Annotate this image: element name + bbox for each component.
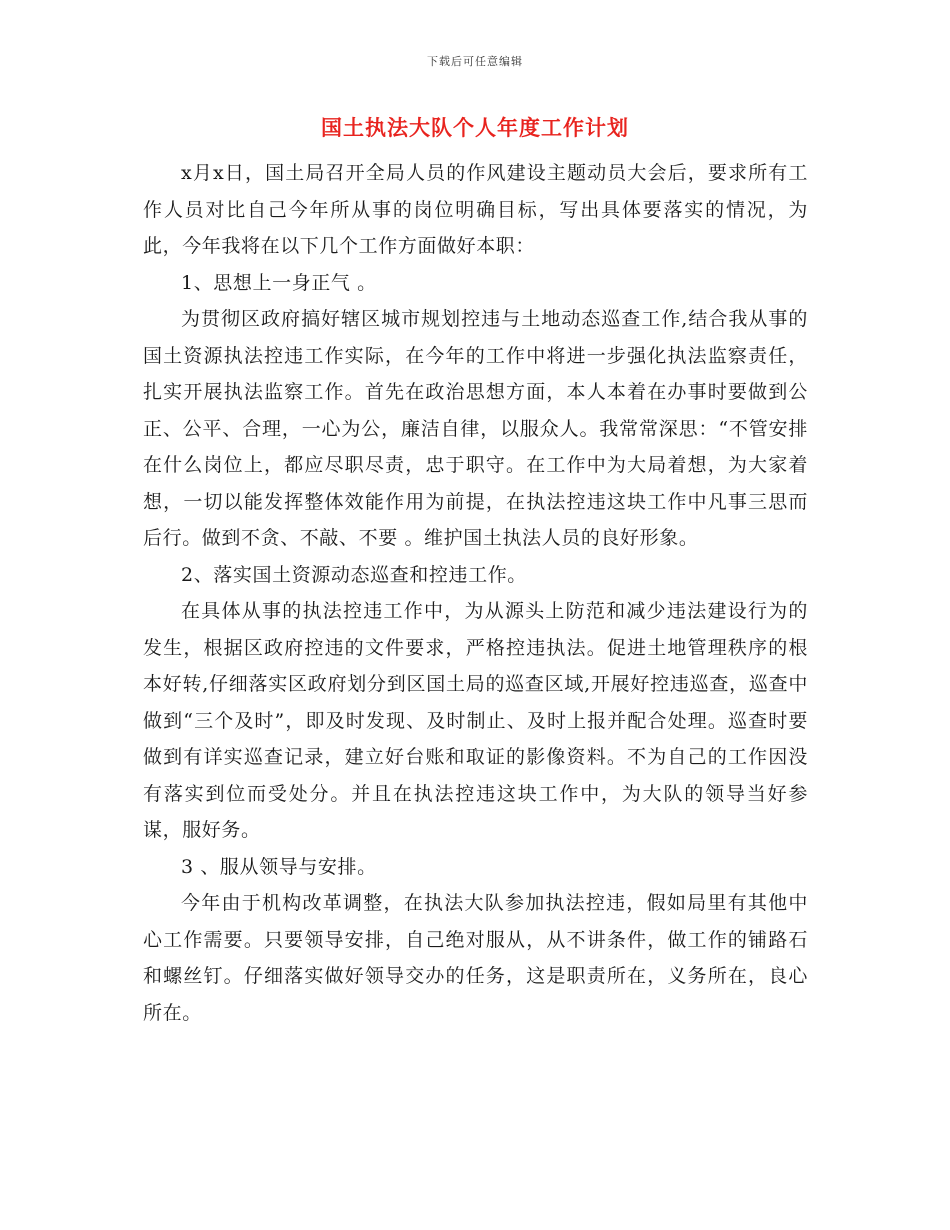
header-note: 下载后可任意编辑 <box>427 55 523 68</box>
section-heading-2: 2、落实国土资源动态巡查和控违工作。 <box>181 563 527 586</box>
paragraph-section-3: 今年由于机构改革调整，在执法大队参加执法控违，假如局里有其他中心工作需要。只要领导安排，自己绝对服从，从不讲条件，做工作的铺路石和螺丝钉。仔细落实做好领导交办的任务，这是职责所在，义务所在，良心所在。 <box>143 892 808 1024</box>
paragraph-section-2: 在具体从事的执法控违工作中，为从源头上防范和减少违法建设行为的发生，根据区政府控违的文件要求，严格控违执法。促进土地管理秩序的根本好转,仔细落实区政府划分到区国土局的巡查区域,开展好控违巡查，巡查中做到“三个及时”，即及时发现、及时制止、及时上报并配合处理。巡查时要做到有详实巡查记录，建立好台账和取证的影像资料。不为自己的工作因没有落实到位而受处分。并且在执法控违这块工作中，为大队的领导当好参谋，服好务。 <box>143 600 808 841</box>
paragraph-intro: x月x日，国土局召开全局人员的作风建设主题动员大会后，要求所有工作人员对比自己今年所从事的岗位明确目标，写出具体要落实的情况，为此，今年我将在以下几个工作方面做好本职： <box>143 162 808 257</box>
section-heading-1: 1、思想上一身正气 。 <box>181 271 377 294</box>
document-title: 国土执法大队个人年度工作计划 <box>321 115 629 140</box>
document-body <box>143 155 808 1031</box>
section-heading-3: 3 、服从领导与安排。 <box>181 855 377 878</box>
paragraph-section-1: 为贯彻区政府搞好辖区城市规划控违与土地动态巡查工作,结合我从事的国土资源执法控违工作实际，在今年的工作中将进一步强化执法监察责任，扎实开展执法监察工作。首先在政治思想方面，本人本着在办事时要做到公正、公平、合理，一心为公，廉洁自律，以服众人。我常常深思：“不管安排在什么岗位上，都应尽职尽责，忠于职守。在工作中为大局着想，为大家着想，一切以能发挥整体效能作用为前提，在执法控违这块工作中凡事三思而后行。做到不贪、不敲、不要 。维护国土执法人员的良好形象。 <box>143 308 808 549</box>
